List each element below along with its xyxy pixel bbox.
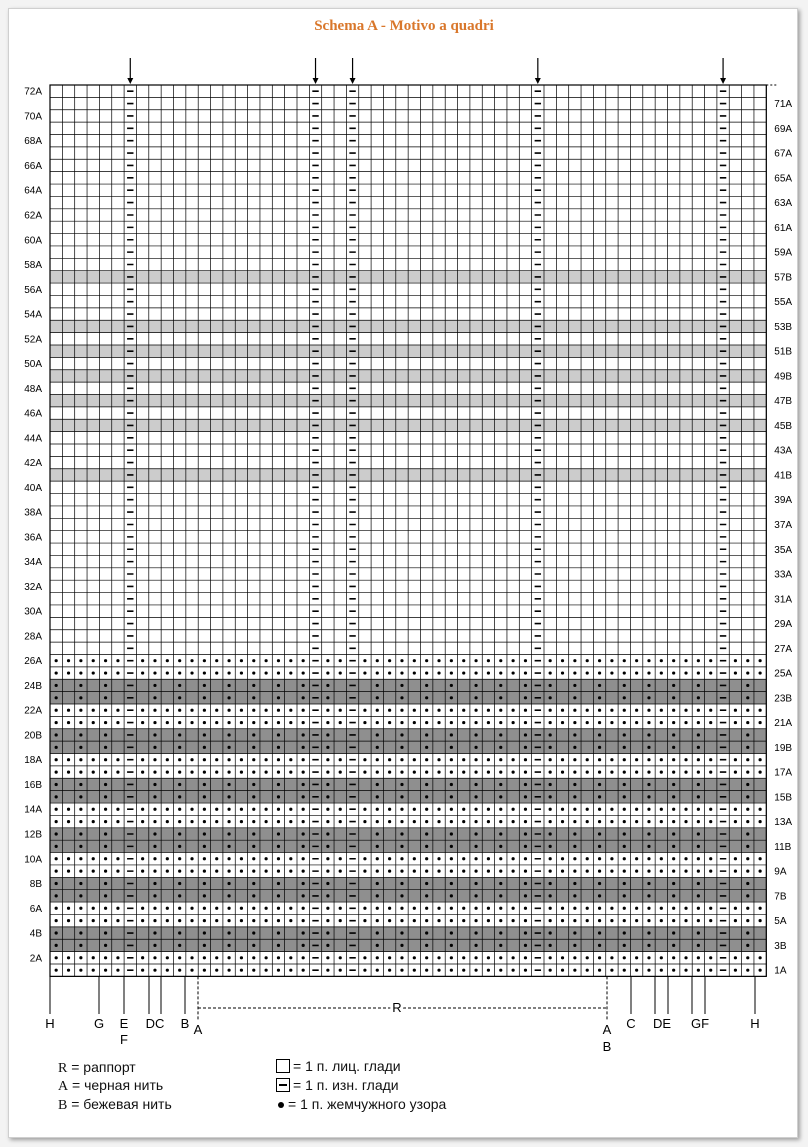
row-label-right: 3B	[774, 940, 787, 952]
legend-purl	[276, 1077, 399, 1093]
row-label-left: 50A	[24, 359, 42, 371]
row-label-right: 33A	[774, 569, 793, 581]
row-label-right: 9A	[774, 866, 787, 878]
row-label-left: 32A	[24, 581, 42, 593]
row-label-left: 58A	[24, 260, 42, 272]
row-label-right: 41B	[774, 470, 793, 482]
bottom-marker-label: C	[626, 1016, 636, 1031]
row-label-left: 46A	[24, 408, 42, 420]
row-label-left: 6A	[29, 903, 42, 915]
row-label-right: 15B	[774, 792, 793, 804]
row-label-right: 21A	[774, 718, 793, 730]
row-label-left: 44A	[24, 433, 42, 445]
row-label-right: 57B	[774, 272, 793, 284]
row-label-right: 55A	[774, 297, 793, 309]
legend-repeat	[58, 1059, 136, 1077]
chart-title: Schema A - Motivo a quadri	[314, 18, 494, 34]
row-label-right: 69A	[774, 123, 793, 135]
row-label-right: 27A	[774, 643, 793, 655]
legend-knit-text: = 1 п. лиц. глади	[293, 1058, 401, 1074]
row-label-left: 26A	[24, 656, 42, 668]
row-label-left: 40A	[24, 482, 42, 494]
row-label-right: 67A	[774, 148, 793, 160]
row-label-left: 16B	[24, 779, 42, 791]
row-label-right: 11B	[774, 841, 792, 853]
row-label-right: 19B	[774, 742, 793, 754]
row-label-right: 23B	[774, 693, 793, 705]
row-label-left: 72A	[24, 86, 42, 98]
arrow-down-icon	[720, 78, 726, 84]
row-label-left: 14A	[24, 804, 42, 816]
bottom-marker-label: A	[193, 1022, 203, 1037]
row-label-right: 1A	[774, 965, 787, 977]
row-label-right: 25A	[774, 668, 793, 680]
row-label-right: 29A	[774, 619, 793, 631]
legend-beige-yarn	[58, 1096, 172, 1114]
repeat-label: R	[392, 1000, 402, 1015]
legend-black-text: = черная нить	[72, 1077, 164, 1093]
row-label-right: 61A	[774, 222, 793, 234]
bottom-marker-label: A	[602, 1022, 612, 1037]
row-label-left: 64A	[24, 185, 42, 197]
row-label-left: 52A	[24, 334, 42, 346]
row-label-left: 24B	[24, 680, 42, 692]
row-label-left: 42A	[24, 458, 42, 470]
row-label-right: 7B	[774, 891, 787, 903]
row-label-right: 31A	[774, 594, 793, 606]
legend-repeat-key: R	[58, 1061, 68, 1076]
row-label-right: 47B	[774, 396, 793, 408]
row-label-left: 12B	[24, 829, 42, 841]
bottom-marker-label: E	[119, 1016, 129, 1031]
row-label-right: 51B	[774, 346, 793, 358]
arrow-down-icon	[313, 78, 319, 84]
row-label-left: 68A	[24, 136, 42, 148]
row-label-left: 10A	[24, 854, 42, 866]
row-label-right: 5A	[774, 916, 787, 928]
row-label-left: 38A	[24, 507, 42, 519]
legend-beige-key: B	[58, 1098, 68, 1113]
row-label-right: 13A	[774, 817, 793, 829]
legend-knit	[276, 1058, 401, 1074]
bottom-marker-label: H	[45, 1016, 55, 1031]
row-label-right: 65A	[774, 173, 793, 185]
empty-square-icon	[276, 1059, 290, 1073]
row-label-left: 66A	[24, 160, 42, 172]
bottom-marker-label: G	[93, 1016, 105, 1031]
row-label-left: 20B	[24, 730, 42, 742]
row-label-left: 48A	[24, 383, 42, 395]
bottom-marker-label: GF	[690, 1016, 710, 1031]
dot-icon	[278, 1102, 284, 1108]
row-label-right: 71A	[774, 99, 793, 111]
row-label-right: 37A	[774, 519, 793, 531]
legend-repeat-text: = раппорт	[71, 1059, 136, 1075]
bottom-marker-label: H	[750, 1016, 760, 1031]
bottom-marker-label: B	[602, 1039, 612, 1054]
arrow-down-icon	[127, 78, 133, 84]
legend-purl-text: = 1 п. изн. глади	[293, 1077, 399, 1093]
arrow-down-icon	[535, 78, 541, 84]
row-label-left: 70A	[24, 111, 42, 123]
row-label-left: 54A	[24, 309, 42, 321]
bottom-marker-label: B	[180, 1016, 190, 1031]
row-label-left: 2A	[29, 953, 42, 965]
row-label-left: 62A	[24, 210, 42, 222]
row-label-right: 45B	[774, 420, 793, 432]
arrow-down-icon	[350, 78, 356, 84]
legend-pearl	[276, 1096, 446, 1112]
row-label-right: 59A	[774, 247, 793, 259]
legend-beige-text: = бежевая нить	[71, 1096, 172, 1112]
bottom-marker-label: DE	[652, 1016, 672, 1031]
row-label-left: 22A	[24, 705, 42, 717]
row-label-right: 17A	[774, 767, 793, 779]
bottom-marker-label: DC	[145, 1016, 165, 1031]
row-label-left: 34A	[24, 557, 42, 569]
legend-black-key: A	[58, 1079, 69, 1094]
row-label-left: 30A	[24, 606, 42, 618]
row-label-left: 36A	[24, 532, 42, 544]
row-label-left: 4B	[29, 928, 42, 940]
legend-pearl-text: = 1 п. жемчужного узора	[288, 1096, 447, 1112]
row-label-left: 28A	[24, 631, 42, 643]
bottom-marker-label: F	[120, 1032, 128, 1047]
row-label-left: 18A	[24, 755, 42, 767]
legend-black-yarn	[58, 1077, 163, 1095]
row-label-left: 56A	[24, 284, 42, 296]
row-label-right: 39A	[774, 495, 793, 507]
row-label-right: 53B	[774, 321, 793, 333]
row-label-right: 35A	[774, 544, 793, 556]
purl-square-icon	[276, 1078, 290, 1092]
row-label-left: 60A	[24, 235, 42, 247]
row-label-right: 63A	[774, 198, 793, 210]
row-label-left: 8B	[29, 879, 42, 891]
row-label-right: 43A	[774, 445, 793, 457]
row-label-right: 49B	[774, 371, 793, 383]
